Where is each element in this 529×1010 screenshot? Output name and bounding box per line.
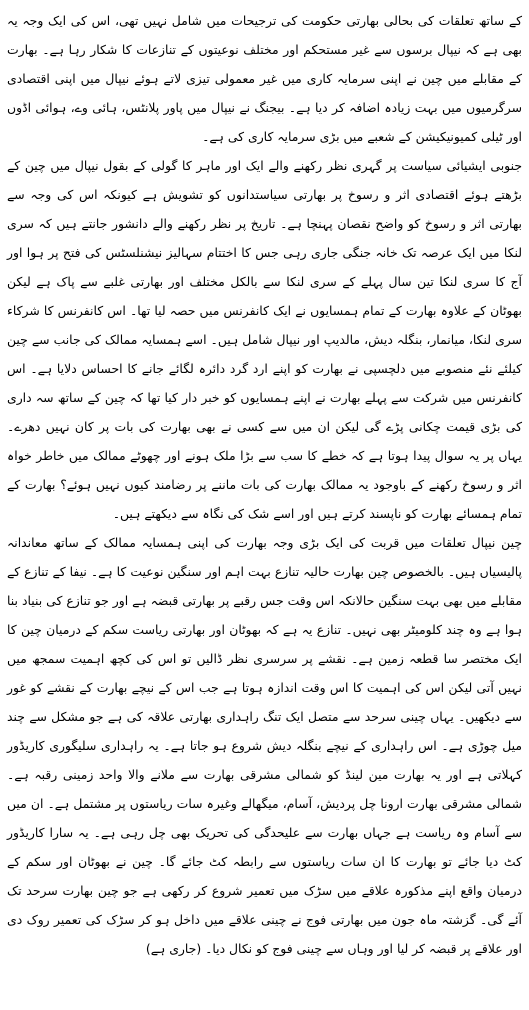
article-paragraph-2: جنوبی ایشیائی سیاست پر گہری نظر رکھنے والے ایک اور ماہر کا گولی کے بقول نیپال میں چین کے بڑھتے ہوئے اقتصادی اثر و رسوخ پر بھارتی سیاستدانوں کو تشویش ہے کیونکہ اس کی وجہ سے بھارتی اثر و رسوخ کو واضح نقصان پہنچا ہے۔ تاریخ پر نظر رکھنے والے دانشور جانتے ہیں کہ سری لنکا میں ایک عرصہ تک خانہ جنگی جاری رہی جس کا اختتام سہالیز نیشنلسٹس کی فتح پر ہوا اور آج کا سری لنکا تین سال پہلے کے سری لنکا سے بالکل مختلف اور بھارتی غلبے سے پاک ہے لیکن بھوٹان کے علاوہ بھارت کے تمام ہمسایوں نے ایک کانفرنس میں حصہ لیا تھا۔ اس کانفرنس کا شرکاء سری لنکا، میانمار، بنگلہ دیش، مالدیپ اور نیپال شامل ہیں۔ اسے ہمسایہ ممالک کی جانب سے چین کیلئے نئے منصوبے میں دلچسپی نے بھارت کو اپنے ارد گرد دائرہ لگائے جانے کا احساس دلایا ہے۔ اس کانفرنس میں شرکت سے پہلے بھارت نے اپنے ہمسایوں کو خبر دار کیا تھا کہ چین کے ساتھ سہ داری کی بڑی قیمت چکانی پڑے گی لیکن ان میں سے کسی نے بھی بھارت کی بات پر کان نہیں دھرے۔ یہاں پر یہ سوال پیدا ہوتا ہے کہ خطے کا سب سے بڑا ملک ہونے اور چھوٹے ممالک میں خاطر خواہ اثر و رسوخ رکھنے کے باوجود یہ ممالک بھارت کی بات ماننے پر رضامند کیوں نہیں ہوئے؟ بھارت کے تمام ہمسائے بھارت کو ناپسند کرتے ہیں اور اسے شک کی نگاہ سے دیکھتے ہیں۔: [7, 158, 522, 521]
article-paragraph-3: چین نیپال تعلقات میں قربت کی ایک بڑی وجہ بھارت کی اپنی ہمسایہ ممالک کے ساتھ معاندانہ پالیسیاں ہیں۔ بالخصوص چین بھارت حالیہ تنازع بہت اہم اور سنگین نوعیت کا ہے۔ نیفا کے تنازع کے مقابلے میں بھی بہت سنگین حالانکہ اس وقت جس رقبے پر بھارتی قبضہ ہے اور جو تنازع کی بنیاد بنا ہوا ہے وہ چند کلومیٹر بھی نہیں۔ تنازع یہ ہے کہ بھوٹان اور بھارتی ریاست سکم کے درمیان چین کا ایک مختصر سا قطعہ زمین ہے۔ نقشے پر سرسری نظر ڈالیں تو اس کی کچھ اہمیت سمجھ میں نہیں آتی لیکن اس کی اہمیت کا اس وقت اندازہ ہوتا ہے جب اس کے نیچے بھارت کے نقشے کو غور سے دیکھیں۔ یہاں چینی سرحد سے متصل ایک تنگ راہداری بھارتی علاقہ کی ہے جو مشکل سے چند میل چوڑی ہے۔ اس راہداری کے نیچے بنگلہ دیش شروع ہو جاتا ہے۔ یہ راہداری سلیگوری کاریڈور کہلاتی ہے اور یہ بھارت مین لینڈ کو شمالی مشرقی بھارت سے ملانے والا واحد زمینی رقبہ ہے۔ شمالی مشرقی بھارت ارونا چل پردیش، آسام، میگھالے وغیرہ سات ریاستوں پر مشتمل ہے۔ ان میں سے آسام وہ ریاست ہے جہاں بھارت سے علیحدگی کی تحریک بھی چل رہی ہے۔ یہ سارا کاریڈور کٹ دیا جائے تو بھارت کا ان سات ریاستوں سے رابطہ کٹ جائے گا۔ چین نے بھوٹان اور سکم کے درمیان واقع اپنے مذکورہ علاقے میں سڑک میں تعمیر شروع کر رکھی ہے جو چین بھارت سرحد تک آئے گی۔ گزشتہ ماہ جون میں بھارتی فوج نے چینی علاقے میں داخل ہو کر سڑک کی تعمیر روک دی اور علاقے پر قبضہ کر لیا اور وہاں سے چینی فوج کو نکال دیا۔ (جاری ہے): [7, 535, 522, 956]
article-paragraph-1: کے ساتھ تعلقات کی بحالی بھارتی حکومت کی ترجیحات میں شامل نہیں تھی، اس کی ایک وجہ یہ بھی ہے کہ نیپال برسوں سے غیر مستحکم اور مختلف نوعیتوں کے تنازعات کا شکار رہا ہے۔ بھارت کے مقابلے میں چین نے اپنی سرمایہ کاری میں غیر معمولی تیزی لاتے ہوئے نیپال میں اپنی اقتصادی سرگرمیوں میں بہت زیادہ اضافہ کر دیا ہے۔ بیجنگ نے نیپال میں پاور پلانٹس، ہائی وے، ہوائی اڈوں اور ٹیلی کمیونیکیشن کے شعبے میں بڑی سرمایہ کاری کی ہے۔: [7, 13, 522, 144]
